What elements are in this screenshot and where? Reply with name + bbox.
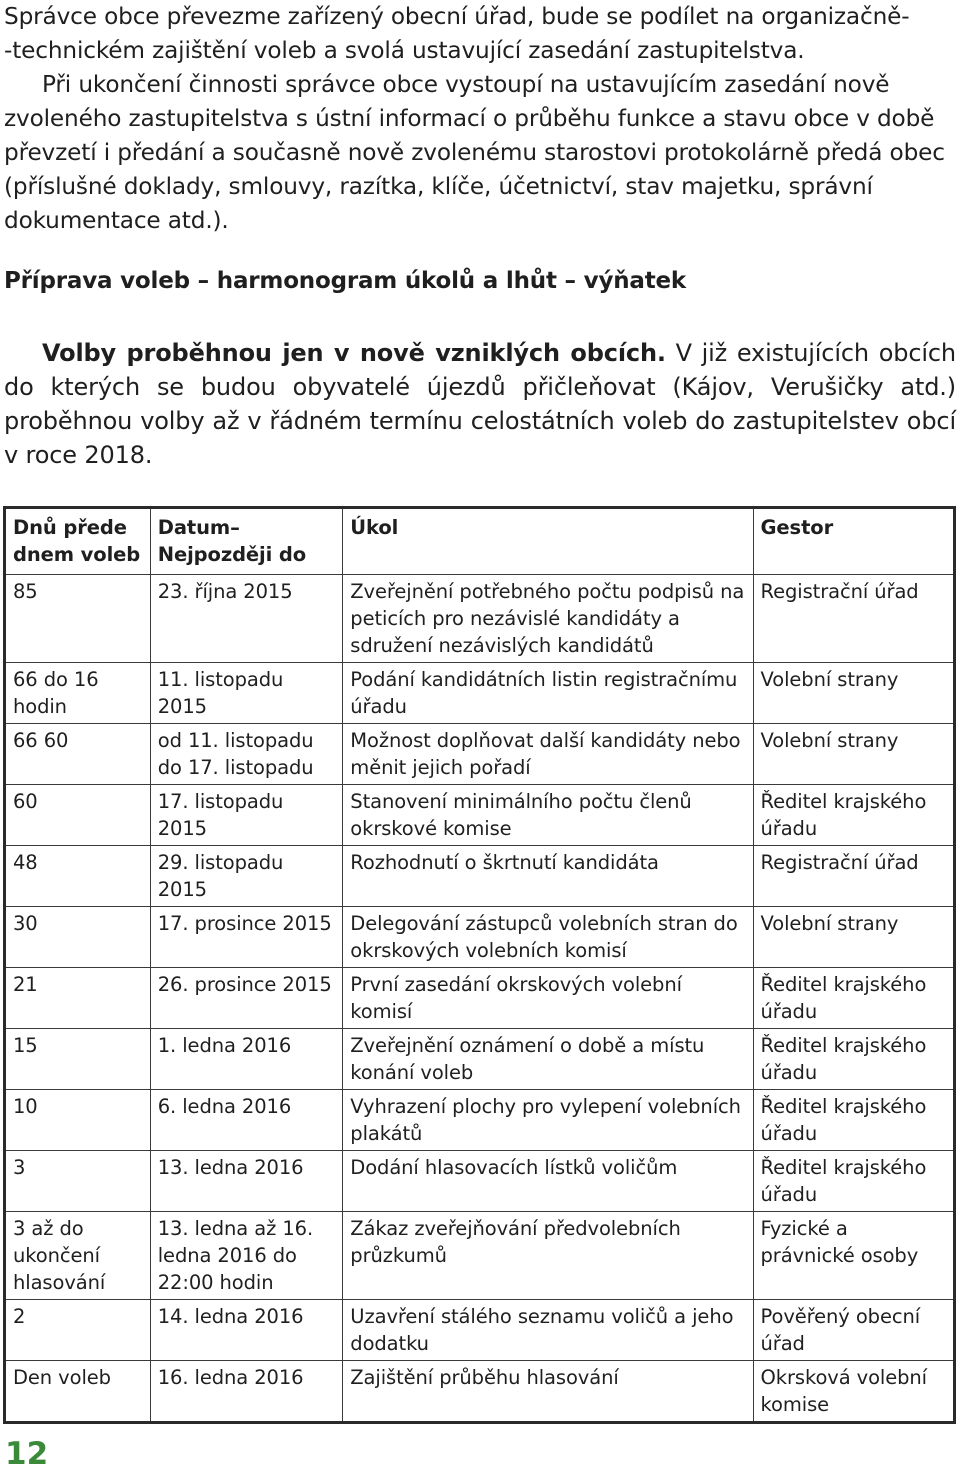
- cell-gestor: Ředitel krajského úřadu: [753, 785, 954, 846]
- elections-note: [4, 336, 956, 472]
- cell-gestor: Ředitel krajského úřadu: [753, 1090, 954, 1151]
- cell-gestor: Ředitel krajského úřadu: [753, 1029, 954, 1090]
- cell-days: 66 do 16 hodin: [5, 663, 151, 724]
- cell-date: 13. ledna 2016: [150, 1151, 343, 1212]
- cell-task: Stanovení minimálního počtu členů okrskové komise: [343, 785, 753, 846]
- table-row: [5, 724, 955, 785]
- cell-task: Zákaz zveřejňování předvolebních průzkumů: [343, 1212, 753, 1300]
- cell-days: 15: [5, 1029, 151, 1090]
- cell-date: 14. ledna 2016: [150, 1300, 343, 1361]
- table-row: [5, 846, 955, 907]
- cell-task: Zveřejnění potřebného počtu podpisů na peticích pro nezávislé kandidáty a sdružení nezávislých kandidátů: [343, 575, 753, 663]
- table-row: [5, 785, 955, 846]
- cell-task: Možnost doplňovat další kandidáty nebo měnit jejich pořadí: [343, 724, 753, 785]
- header-date: Datum– Nejpozději do: [150, 508, 343, 575]
- table-row: [5, 663, 955, 724]
- table-row: [5, 1361, 955, 1423]
- cell-date: od 11. listopadu do 17. listopadu: [150, 724, 343, 785]
- cell-days: 85: [5, 575, 151, 663]
- cell-task: Dodání hlasovacích lístků voličům: [343, 1151, 753, 1212]
- cell-task: Delegování zástupců volebních stran do okrskových volebních komisí: [343, 907, 753, 968]
- header-gestor: Gestor: [753, 508, 954, 575]
- cell-task: Podání kandidátních listin registračnímu úřadu: [343, 663, 753, 724]
- cell-gestor: Volební strany: [753, 907, 954, 968]
- cell-task: První zasedání okrskových volební komisí: [343, 968, 753, 1029]
- page-number: 12: [5, 1436, 49, 1472]
- intro-paragraph: [4, 0, 956, 238]
- cell-task: Vyhrazení plochy pro vylepení volebních plakátů: [343, 1090, 753, 1151]
- cell-date: 1. ledna 2016: [150, 1029, 343, 1090]
- cell-task: Zveřejnění oznámení o době a místu konání voleb: [343, 1029, 753, 1090]
- cell-date: 26. prosince 2015: [150, 968, 343, 1029]
- table-row: [5, 1212, 955, 1300]
- cell-date: 6. ledna 2016: [150, 1090, 343, 1151]
- table-row: [5, 1029, 955, 1090]
- cell-days: 48: [5, 846, 151, 907]
- table-row: [5, 907, 955, 968]
- cell-days: 30: [5, 907, 151, 968]
- cell-task: Uzavření stálého seznamu voličů a jeho dodatku: [343, 1300, 753, 1361]
- table-header-row: [5, 508, 955, 575]
- cell-days: Den voleb: [5, 1361, 151, 1423]
- intro-line1: Správce obce převezme zařízený obecní úřad, bude se podílet na organizačně-: [4, 3, 910, 30]
- table-row: [5, 1151, 955, 1212]
- cell-days: 60: [5, 785, 151, 846]
- cell-gestor: Volební strany: [753, 663, 954, 724]
- elections-note-rest: V již existujících obcích do kterých se budou obyvatelé újezdů přičleňovat (Kájov, Verušičky atd.) proběhnou volby až v řádném termínu celostátních voleb do zastupitelstev obcí v roce 2018.: [4, 339, 956, 469]
- cell-task: Zajištění průběhu hlasování: [343, 1361, 753, 1423]
- intro-line2: -technickém zajištění voleb a svolá ustavující zasedání zastupitelstva.: [4, 37, 805, 64]
- elections-note-bold: Volby proběhnou jen v nově vzniklých obcích.: [42, 339, 666, 367]
- cell-gestor: Pověřený obecní úřad: [753, 1300, 954, 1361]
- table-row: [5, 1090, 955, 1151]
- cell-gestor: Volební strany: [753, 724, 954, 785]
- cell-gestor: Registrační úřad: [753, 846, 954, 907]
- cell-date: 11. listopadu 2015: [150, 663, 343, 724]
- table-row: [5, 575, 955, 663]
- cell-gestor: Okrsková volební komise: [753, 1361, 954, 1423]
- cell-days: 66 60: [5, 724, 151, 785]
- cell-days: 2: [5, 1300, 151, 1361]
- cell-gestor: Registrační úřad: [753, 575, 954, 663]
- intro-para2: Při ukončení činnosti správce obce vystoupí na ustavujícím zasedání nově zvoleného zastupitelstva s ústní informací o průběhu funkce a stavu obce v době převzetí i předání a současně nově zvolenému starostovi protokolárně předá obec (příslušné doklady, smlouvy, razítka, klíče, účetnictví, stav majetku, správní dokumentace atd.).: [4, 71, 945, 234]
- cell-days: 10: [5, 1090, 151, 1151]
- cell-task: Rozhodnutí o škrtnutí kandidáta: [343, 846, 753, 907]
- cell-gestor: Ředitel krajského úřadu: [753, 1151, 954, 1212]
- table-body: [5, 575, 955, 1423]
- cell-days: 21: [5, 968, 151, 1029]
- cell-gestor: Fyzické a právnické osoby: [753, 1212, 954, 1300]
- cell-days: 3: [5, 1151, 151, 1212]
- cell-date: 23. října 2015: [150, 575, 343, 663]
- table-row: [5, 968, 955, 1029]
- cell-date: 17. listopadu 2015: [150, 785, 343, 846]
- cell-gestor: Ředitel krajského úřadu: [753, 968, 954, 1029]
- cell-date: 17. prosince 2015: [150, 907, 343, 968]
- schedule-table: [3, 506, 956, 1424]
- cell-date: 29. listopadu 2015: [150, 846, 343, 907]
- cell-date: 16. ledna 2016: [150, 1361, 343, 1423]
- table-row: [5, 1300, 955, 1361]
- section-heading: Příprava voleb – harmonogram úkolů a lhůt – výňatek: [4, 268, 687, 294]
- header-days: Dnů přede dnem voleb: [5, 508, 151, 575]
- cell-date: 13. ledna až 16. ledna 2016 do 22:00 hodin: [150, 1212, 343, 1300]
- header-task: Úkol: [343, 508, 753, 575]
- cell-days: 3 až do ukončení hlasování: [5, 1212, 151, 1300]
